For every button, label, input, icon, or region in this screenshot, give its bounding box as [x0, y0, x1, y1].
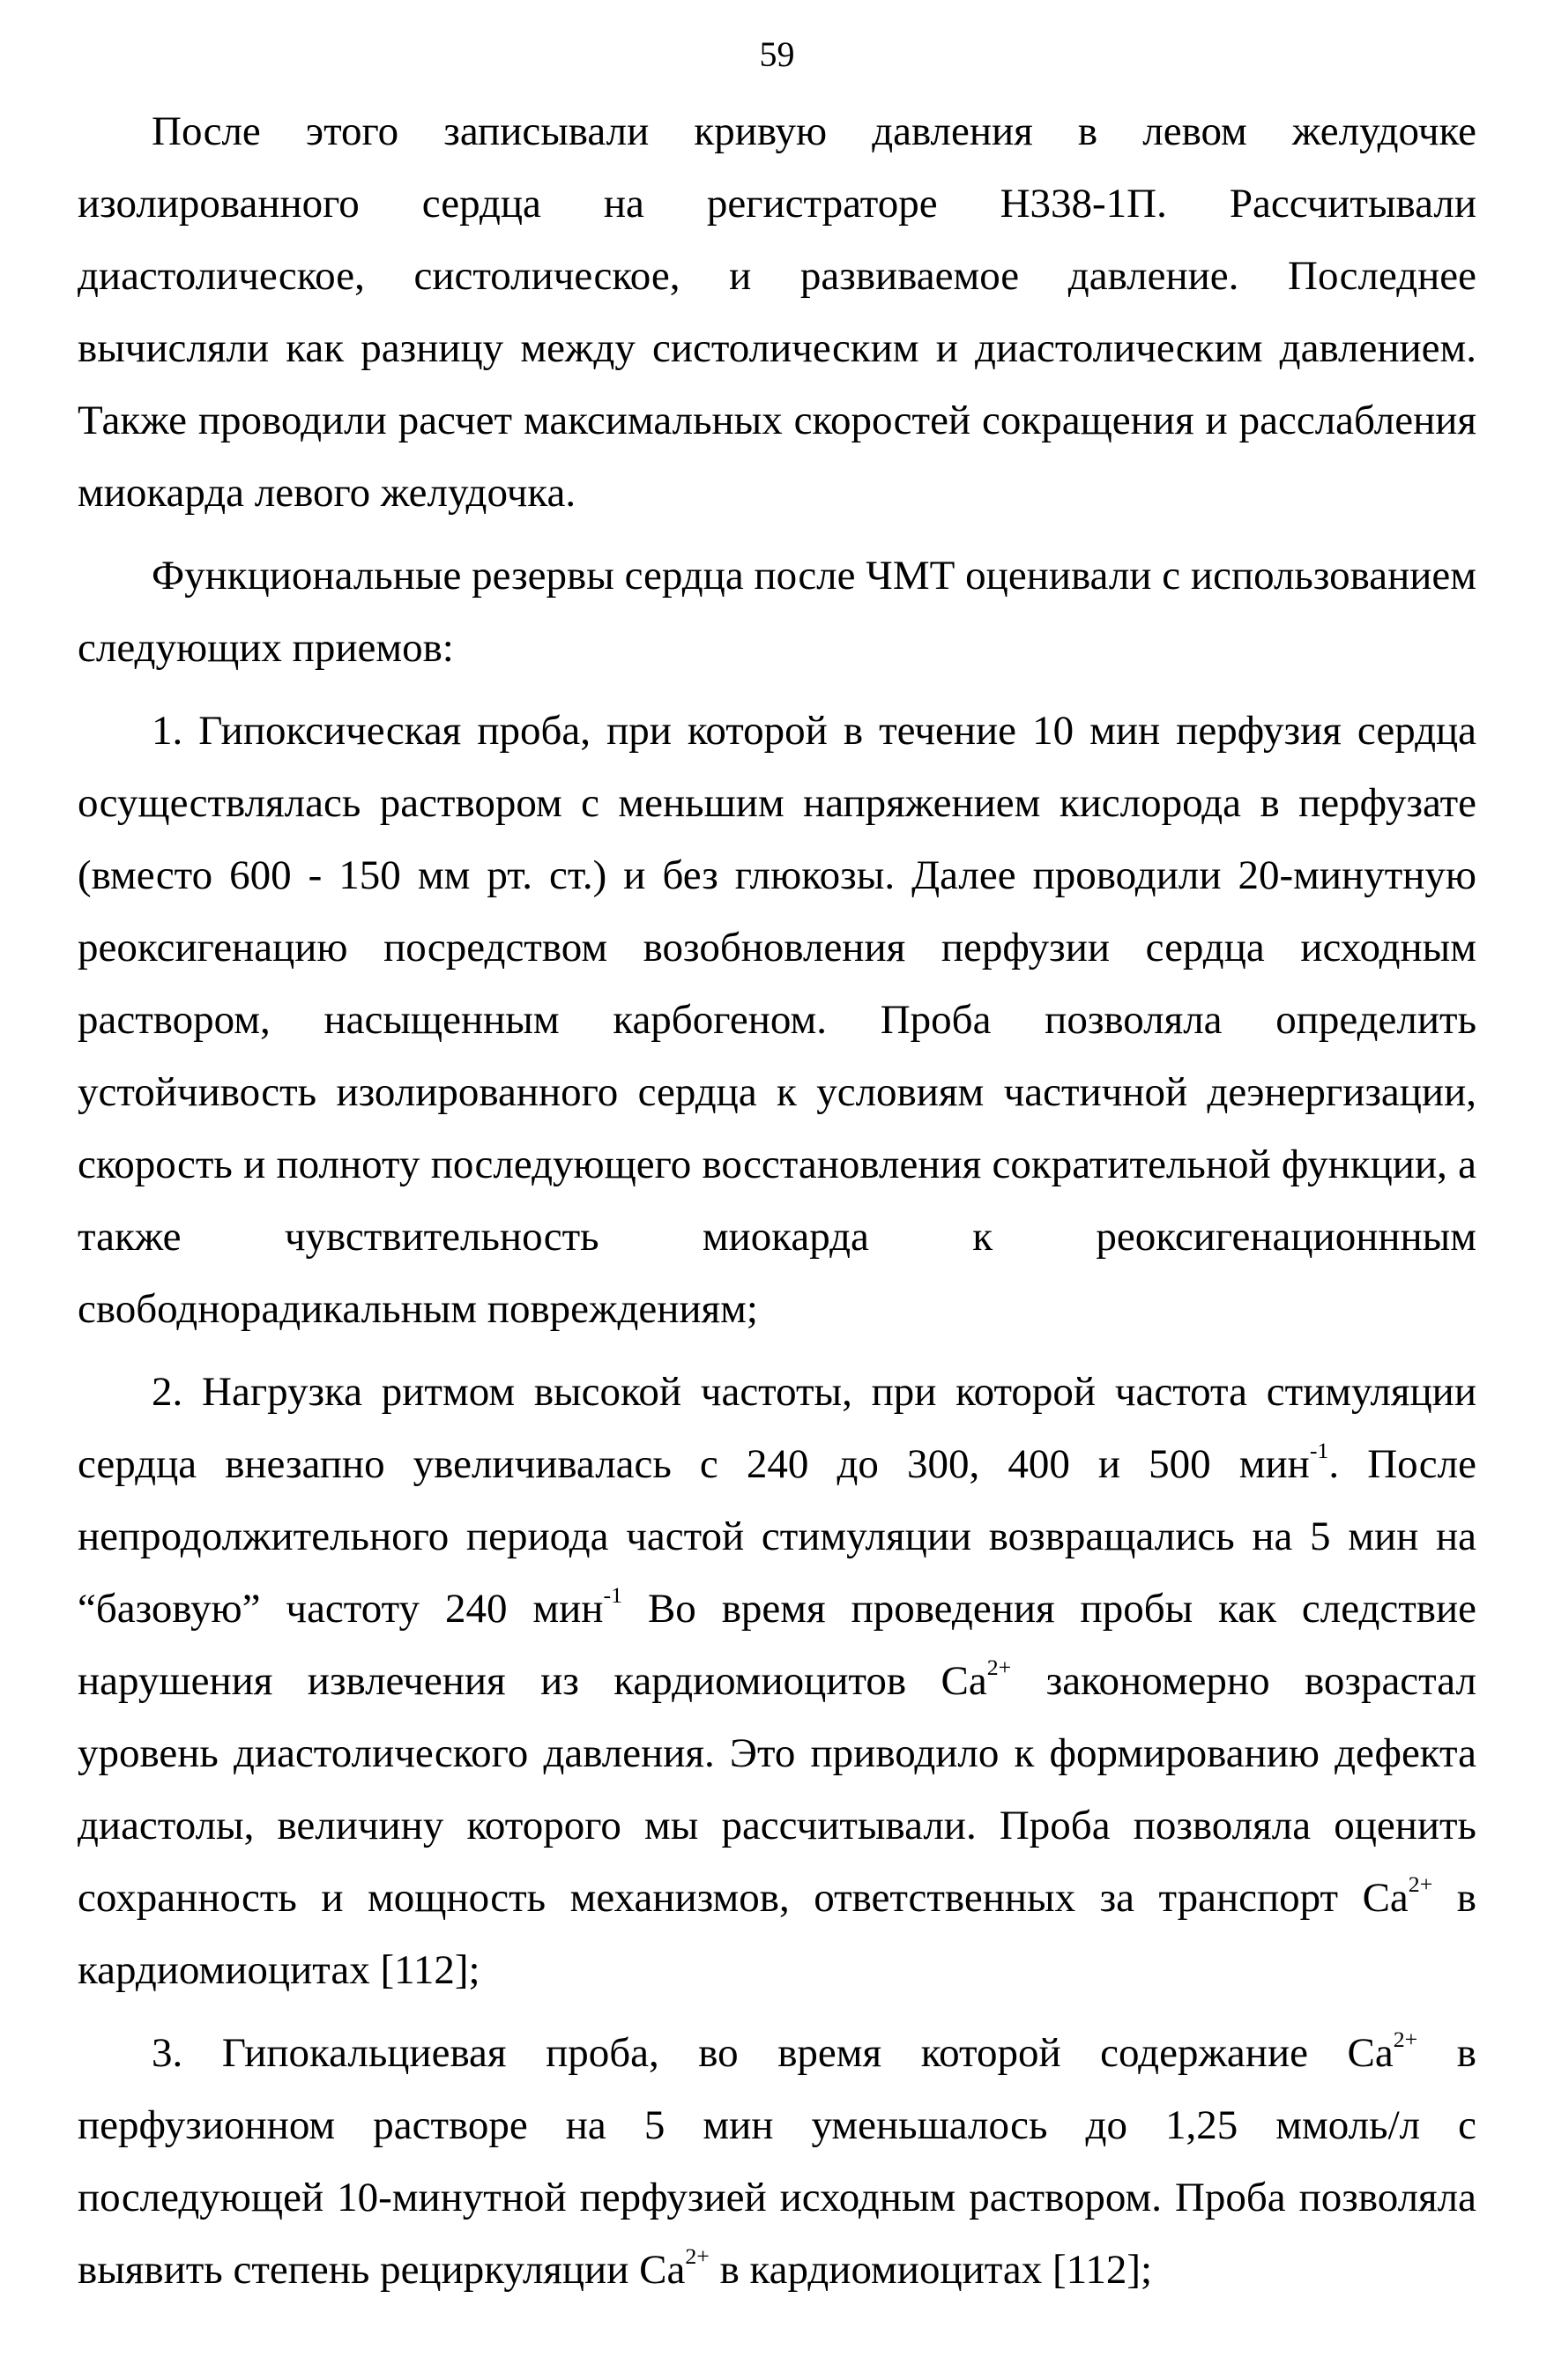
page-number: 59	[759, 34, 795, 74]
paragraph-functional-reserves: Функциональные резервы сердца после ЧМТ оценивали с использованием следующих приемов:	[78, 553, 1476, 671]
text-segment: в кардиомиоцитах [112];	[78, 1875, 1476, 1993]
text-segment: 3. Гипокальциевая проба, во время которой содержание Ca	[152, 2030, 1394, 2076]
paragraph-high-rate-load	[78, 1356, 1476, 2006]
paragraph-pressure-recording: После этого записывали кривую давления в левом желудочке изолированного сердца на регистраторе Н338-1П. Рассчитывали диастолическое, систолическое, и развиваемое давление. Последнее вычисляли как разницу между систолическим и диастолическим давлением. Также проводили расчет максимальных скоростей сокращения и расслабления миокарда левого желудочка.	[78, 108, 1476, 516]
document-body	[78, 95, 1476, 2306]
superscript: -1	[1309, 1438, 1329, 1464]
superscript: -1	[603, 1582, 622, 1609]
text-segment: . После непродолжительного периода частой стимуляции возвращались на 5 мин на “базовую” частоту 240 мин	[78, 1441, 1476, 1632]
superscript: 2+	[685, 2243, 710, 2270]
text-segment: 2. Нагрузка ритмом высокой частоты, при которой частота стимуляции сердца внезапно увеличивалась с 240 до 300, 400 и 500 мин	[78, 1369, 1476, 1487]
superscript: 2+	[1408, 1871, 1433, 1898]
text-segment: Во время проведения пробы как следствие нарушения извлечения из кардиомиоцитов Ca	[78, 1586, 1476, 1704]
paragraph-hypocalcium-test	[78, 2017, 1476, 2306]
paragraph-hypoxic-test: 1. Гипоксическая проба, при которой в течение 10 мин перфузия сердца осуществлялась раствором с меньшим напряжением кислорода в перфузате (вместо 600 - 150 мм рт. ст.) и без глюкозы. Далее проводили 20-минутную реоксигенацию посредством возобновления перфузии сердца исходным раствором, насыщенным карбогеном. Проба позволяла определить устойчивость изолированного сердца к условиям частичной деэнергизации, скорость и полноту последующего восстановления сократительной функции, а также чувствительность миокарда к реоксигенационнным свободнорадикальным повреждениям;	[78, 708, 1476, 1332]
text-segment: закономерно возрастал уровень диастолического давления. Это приводило к формированию дефекта диастолы, величину которого мы рассчитывали. Проба позволяла оценить сохранность и мощность механизмов, ответственных за транспорт Ca	[78, 1658, 1477, 1921]
superscript: 2+	[1393, 2027, 1418, 2053]
text-segment: в перфузионном растворе на 5 мин уменьшалось до 1,25 ммоль/л с последующей 10-минутной перфузией исходным раствором. Проба позволяла выявить степень рециркуляции Ca	[78, 2030, 1476, 2293]
text-segment: в кардиомиоцитах [112];	[709, 2247, 1153, 2293]
superscript: 2+	[986, 1655, 1012, 1681]
